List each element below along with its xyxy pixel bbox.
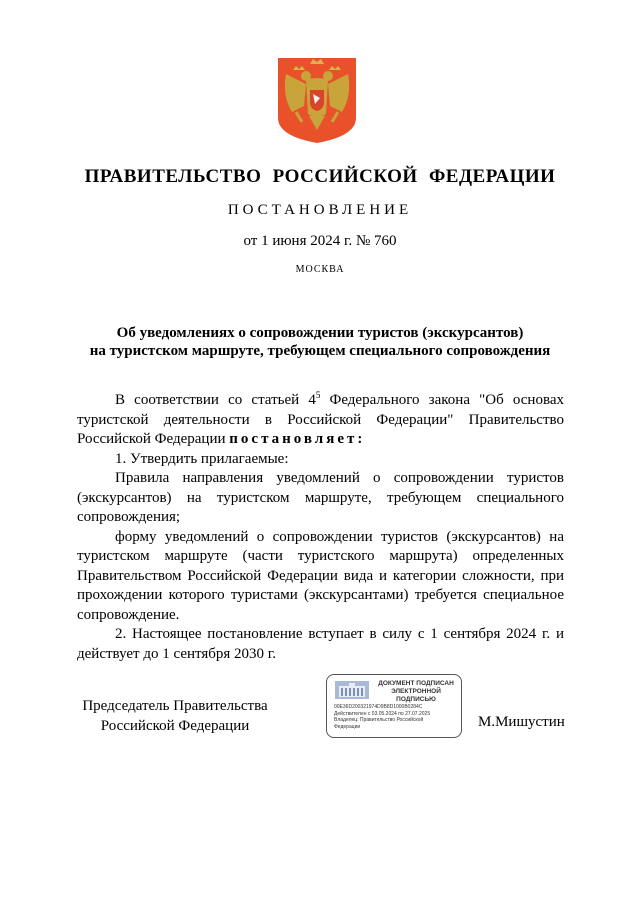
intro-paragraph: В соответствии со статьей $4^5$ Федерального закона "Об основах туристской деятельности в Российской Федерации" Правительство Российской Федерации постановляет: — [77, 390, 564, 447]
item-1-rules: Правила направления уведомлений о сопровождении туристов (экскурсантов) на туристском маршруте, требующем специального сопровождения; — [77, 470, 564, 525]
document-body — [77, 386, 564, 664]
document-city: МОСКВА — [295, 264, 345, 275]
item-1-form: форму уведомлений о сопровождении туристов (экскурсантов) на туристском маршруте (части туристского маршрута) определенных Правительством Российской Федерации вида и категории сложности, при прохождении которого туристами (экскурсантами) требуется специальное сопровождение. — [77, 528, 564, 623]
signatory-name: М.Мишустин — [478, 714, 565, 730]
document-title — [60, 324, 580, 360]
coat-of-arms-emblem — [276, 56, 358, 144]
certificate-info — [334, 704, 458, 730]
title-line-2: на туристском маршруте, требующем специального сопровождения — [89, 343, 551, 359]
title-line-1: Об уведомлениях о сопровождении туристов (экскурсантов) — [116, 325, 524, 341]
stamp-title: ДОКУМЕНТ ПОДПИСАН ЭЛЕКТРОННОЙ ПОДПИСЬЮ — [378, 680, 454, 703]
item-1: 1. Утвердить прилагаемые: — [115, 450, 289, 467]
item-2: 2. Настоящее постановление вступает в силу с 1 сентября 2024 г. и действует до 1 сентября 2030 г. — [77, 626, 564, 662]
government-building-icon — [335, 681, 369, 699]
decree-word: постановляет: — [229, 431, 366, 447]
certificate-owner: Владелец: Правительство Российской — [334, 717, 424, 723]
certificate-owner-cont: Федерации — [334, 723, 361, 730]
electronic-signature-stamp — [326, 674, 462, 738]
certificate-serial: 00E36D200321974D9B8D1000B0284C — [334, 704, 423, 710]
document-type: ПОСТАНОВЛЕНИЕ — [227, 202, 413, 218]
signatory-position: Председатель Правительства Российской Федерации — [82, 698, 268, 734]
certificate-validity: Действителен с 03.05.2024 по 27.07.2025 — [334, 710, 431, 717]
government-name: ПРАВИТЕЛЬСТВО РОССИЙСКОЙ ФЕДЕРАЦИИ — [84, 166, 556, 187]
document-date-number: от 1 июня 2024 г. № 760 — [243, 233, 397, 249]
